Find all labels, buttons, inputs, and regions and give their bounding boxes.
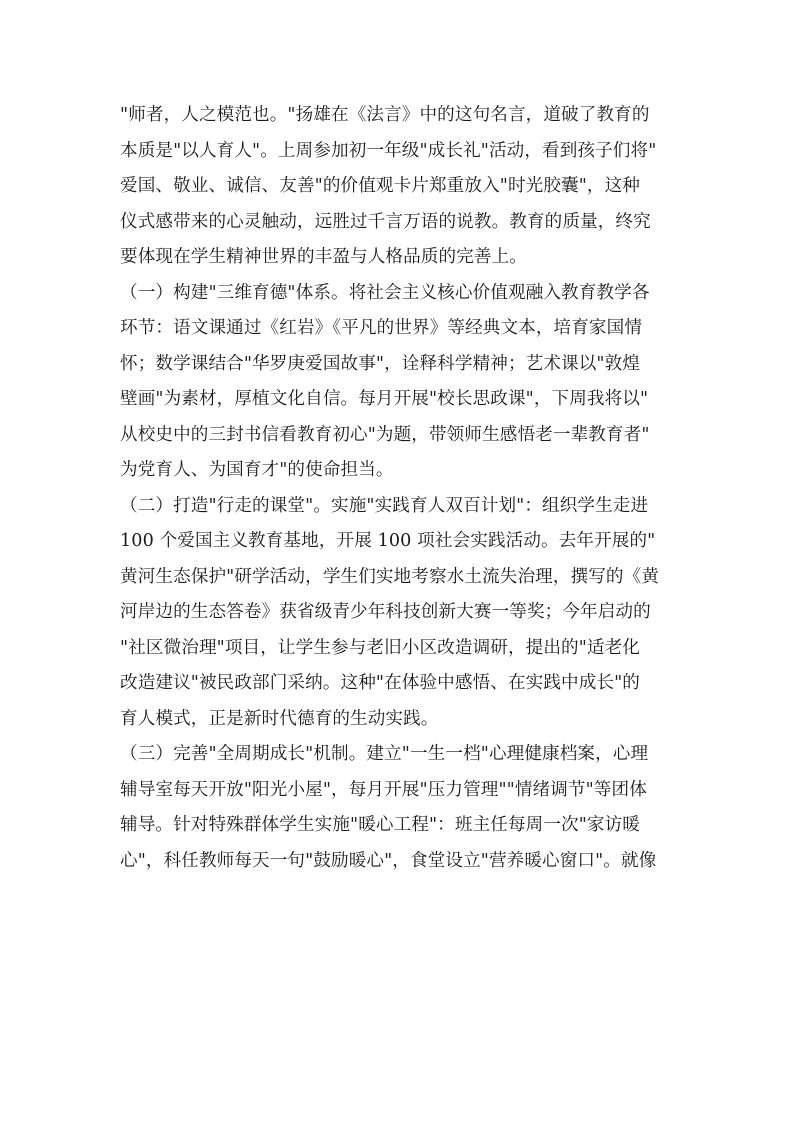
- text-line: （三）完善"全周期成长"机制。建立"一生一档"心理健康档案，心理: [120, 744, 649, 764]
- paragraph-intro: [120, 98, 676, 276]
- text-line: 辅导室每天开放"阳光小屋"，每月开展"压力管理""情绪调节"等团体: [120, 779, 647, 800]
- text-line: （二）打造"行走的课堂"。实施"实践育人双百计划"：组织学生走进: [120, 495, 649, 516]
- text-line: "社区微治理"项目，让学生参与老旧小区改造调研，提出的"适老化: [120, 637, 641, 658]
- text-line: （一）构建"三维育德"体系。将社会主义核心价值观融入教育教学各: [120, 282, 650, 303]
- paragraph-section-3: [120, 737, 676, 879]
- paragraph-section-1: [120, 276, 676, 489]
- text-line: 辅导。针对特殊群体学生实施"暖心工程"：班主任每周一次"家访暖: [120, 815, 641, 835]
- text-line: 仪式感带来的心灵触动，远胜过千言万语的说教。教育的质量，终究: [120, 211, 651, 232]
- text-line: 育人模式，正是新时代德育的生动实践。: [120, 708, 439, 729]
- text-line: 改造建议"被民政部门采纳。这种"在体验中感悟、在实践中成长"的: [120, 673, 641, 693]
- document-body: [120, 98, 676, 879]
- text-line: 黄河生态保护"研学活动，学生们实地考察水土流失治理，撰写的《黄: [120, 566, 660, 587]
- text-line: 本质是"以人育人"。上周参加初一年级"成长礼"活动，看到孩子们将": [120, 140, 657, 161]
- text-line: 从校史中的三封书信看教育初心"为题，带领师生感悟老一辈教育者": [120, 424, 650, 445]
- text-line: 100 个爱国主义教育基地，开展 100 项社会实践活动。去年开展的": [120, 531, 656, 551]
- text-line: 怀；数学课结合"华罗庚爱国故事"，诠释科学精神；艺术课以"敦煌: [120, 353, 641, 374]
- text-line: 为党育人、为国育才"的使命担当。: [120, 460, 394, 480]
- text-line: 要体现在学生精神世界的丰盈与人格品质的完善上。: [120, 247, 527, 267]
- text-line: 心"，科任教师每天一句"鼓励暖心"，食堂设立"营养暖心窗口"。就像: [120, 850, 657, 871]
- paragraph-section-2: [120, 489, 676, 738]
- text-line: "师者，人之模范也。"扬雄在《法言》中的这句名言，道破了教育的: [120, 105, 650, 125]
- text-line: 壁画"为素材，厚植文化自信。每月开展"校长思政课"，下周我将以": [120, 389, 649, 409]
- text-line: 爱国、敬业、诚信、友善"的价值观卡片郑重放入"时光胶囊"，这种: [120, 176, 641, 196]
- text-line: 环节：语文课通过《红岩》《平凡的世界》等经典文本，培育家国情: [120, 318, 643, 338]
- text-line: 河岸边的生态答卷》获省级青少年科技创新大赛一等奖；今年启动的: [120, 602, 651, 622]
